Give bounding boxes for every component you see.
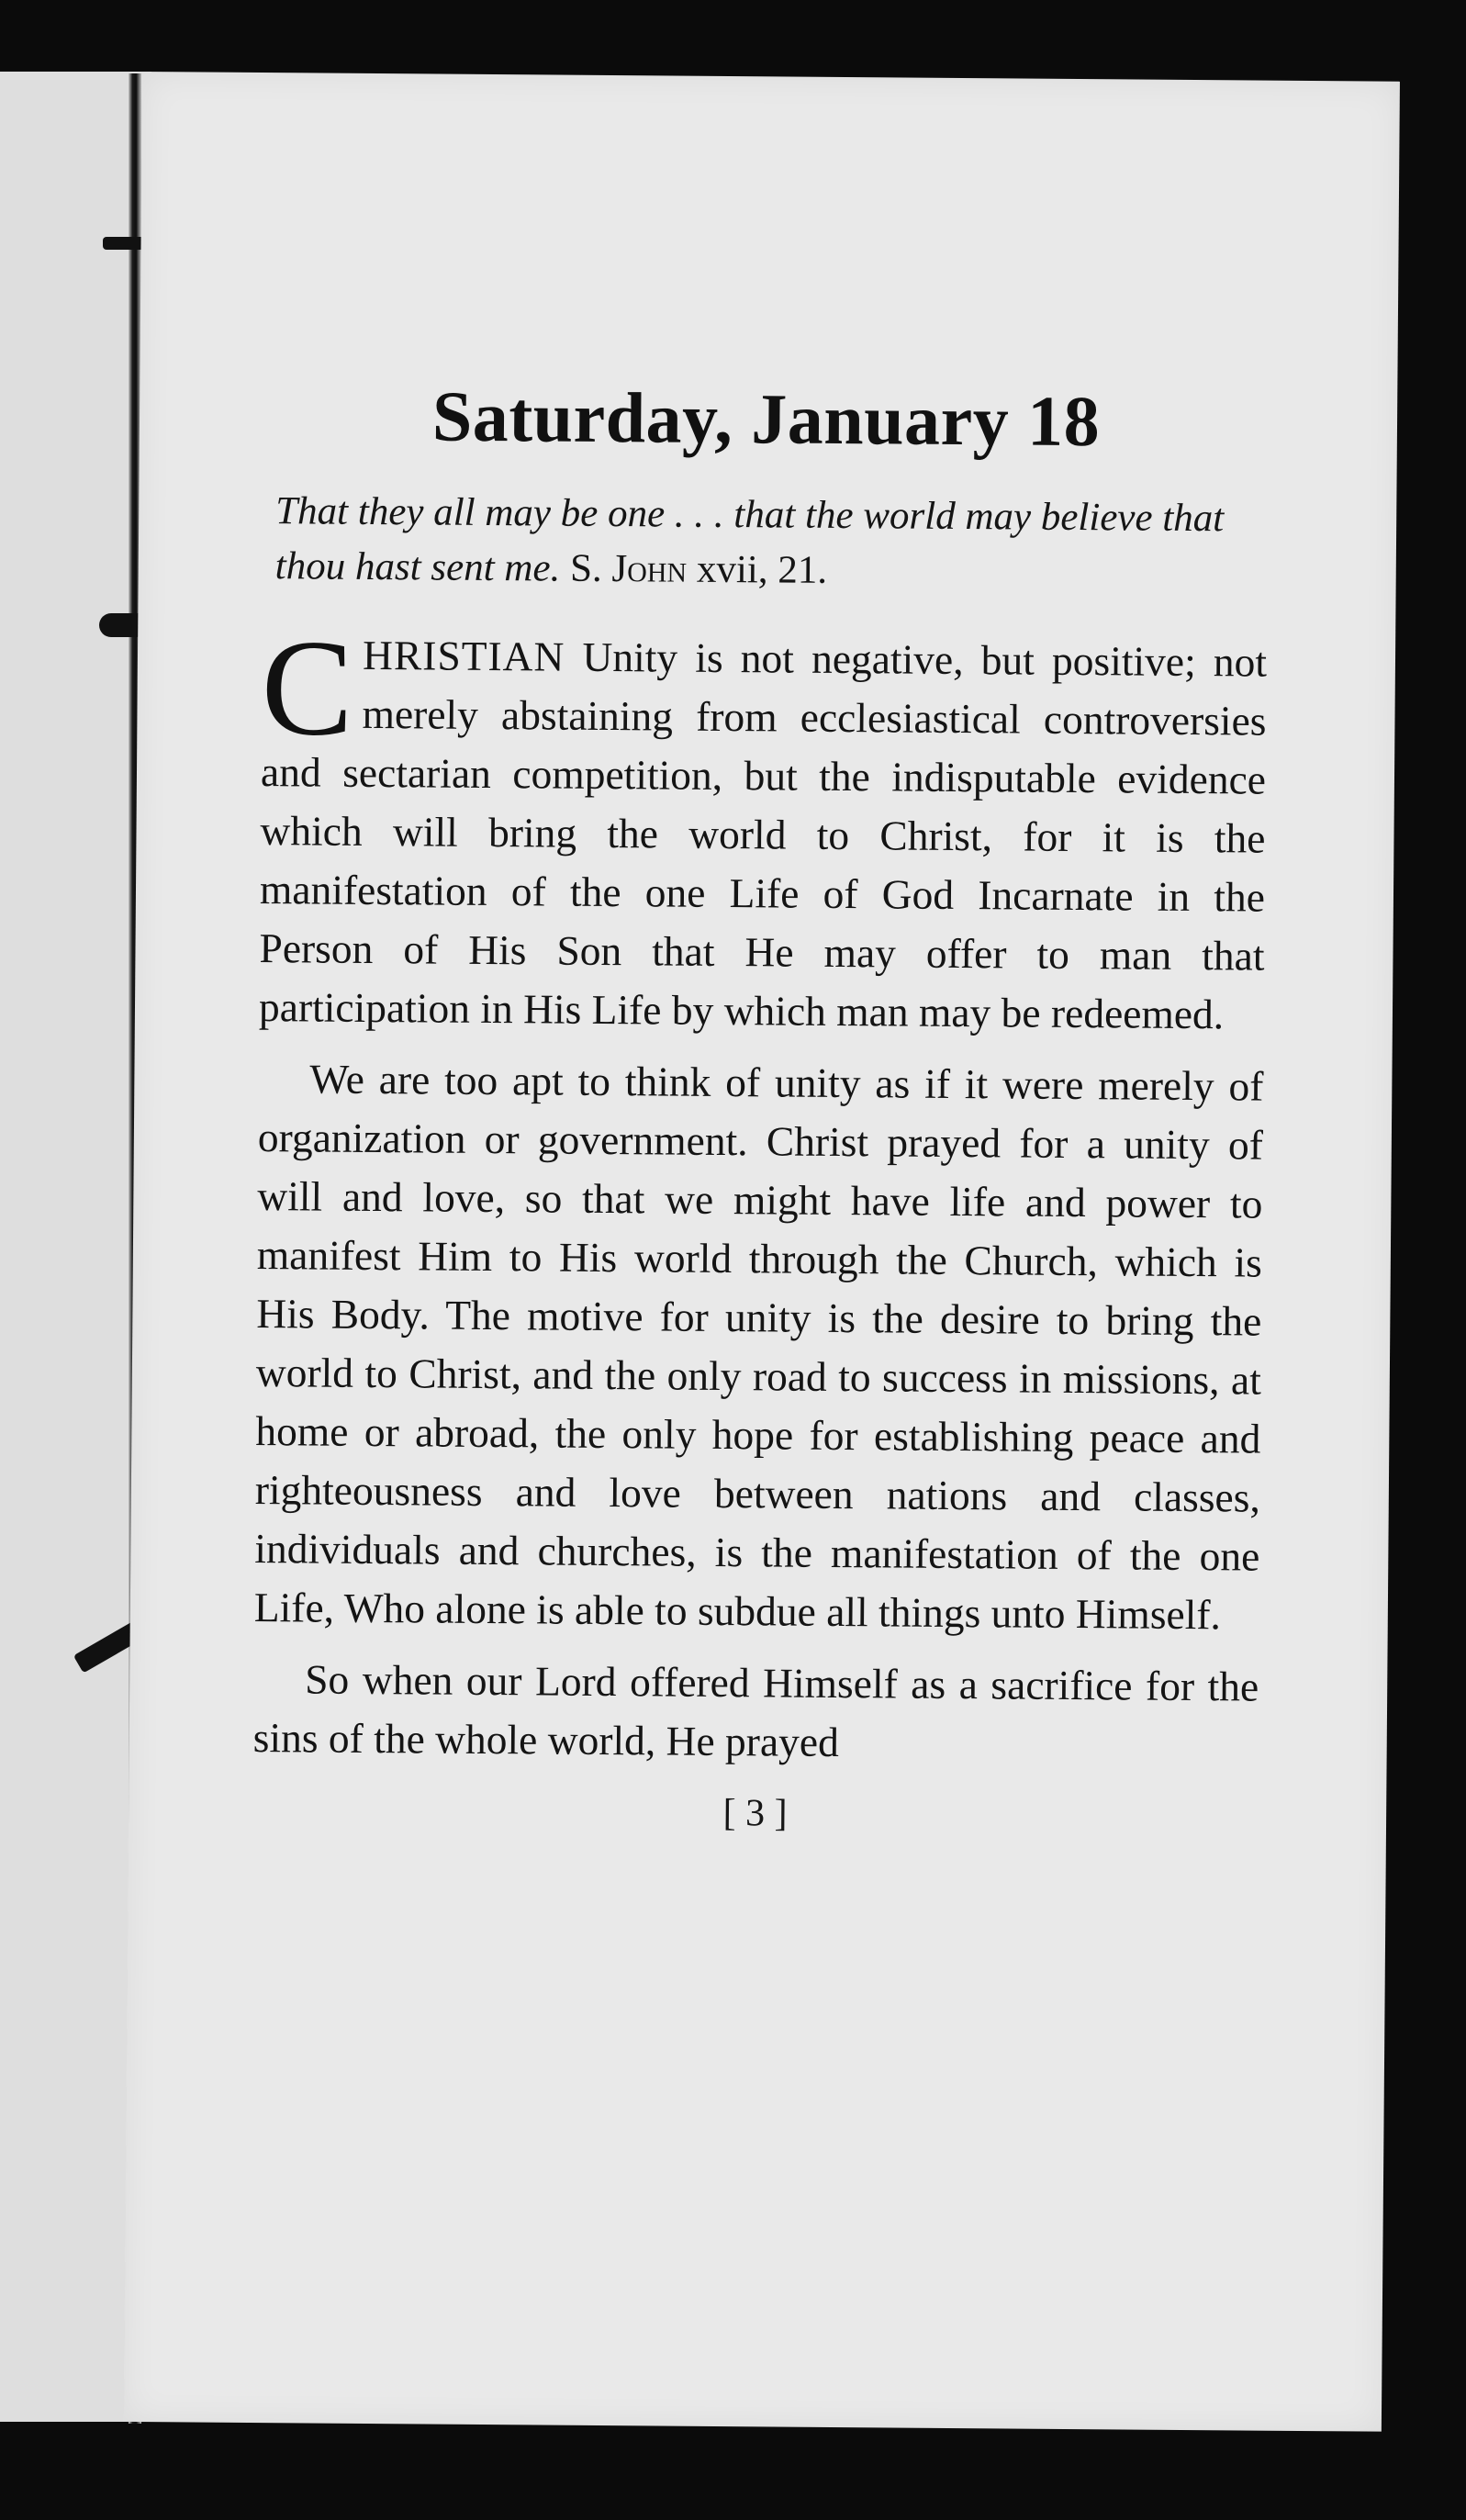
scan-background-edge [1400,64,1466,2470]
page-heading: Saturday, January 18 [431,375,1101,462]
epigraph-reference-book: John [611,547,688,591]
drop-cap: C [261,611,354,765]
paragraph-3: So when our Lord offered Himself as a sacrifice for the sins of the whole world, He prayed [252,1655,1259,1766]
page-content [252,375,1269,1840]
paragraph-2: We are too apt to think of unity as if it were merely of organization or government. Christ prayed for a unity of will and love, so that we might have life and power to manifest Him to His world through the Church, which is His Body. The motive for unity is the desire to bring the world to Christ, and the only road to success in missions, at home or abroad, the only hope for establishing peace and righteousness and love between nations and classes, individuals and churches, is the manifestation of the one Life, Who alone is able to subdue all things unto Himself. [253,1055,1264,1639]
epigraph-quote: That they all may be one . . . that the world may believe that thou hast sent me. [274,488,1225,590]
page-number: [ 3 ] [722,1792,788,1835]
paragraph-1-first-word: HRISTIAN [362,632,565,680]
book-page [124,72,1400,2432]
paragraph-1 [258,611,1268,1045]
paragraph-1-text: Unity is not negative, but positive; not merely abstaining from ecclesiastical controversies and sectarian competition, but the indisputable evidence which will bring the world to Christ, for it is the manifestation of the one Life of God Incarnate in the Person of His Son that He may offer to man that participation in His Life by which man may be redeemed. [258,633,1268,1038]
epigraph-reference-rest: xvii, 21. [696,547,828,592]
epigraph-reference-prefix: S. [569,546,602,590]
epigraph [275,484,1269,602]
